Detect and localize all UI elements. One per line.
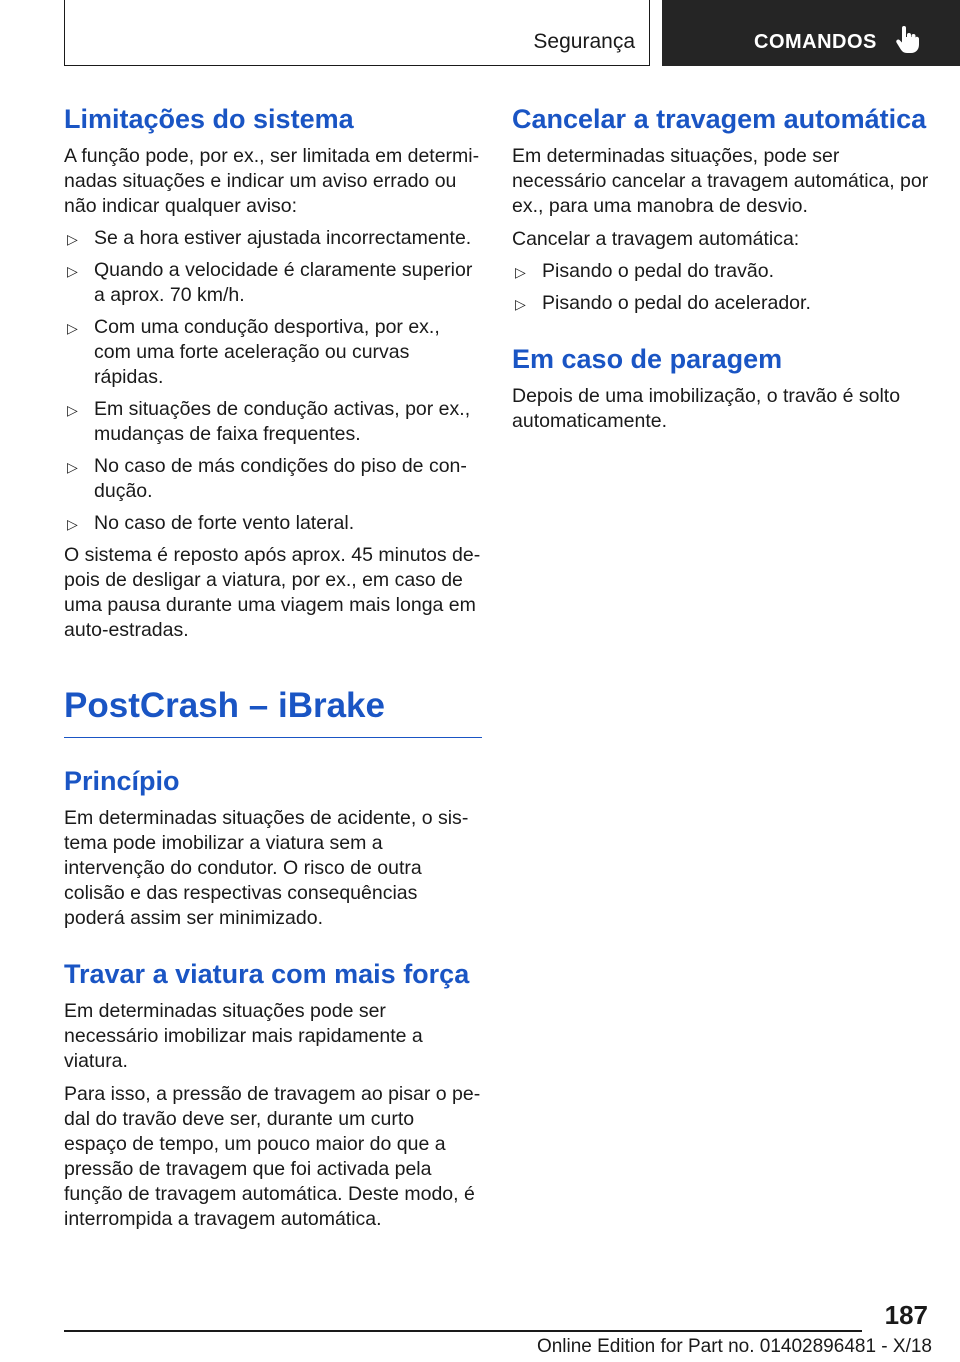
bullet-triangle-icon: ▷ (67, 459, 78, 475)
limits-outro: O sistema é reposto após aprox. 45 minutos depois de desligar a viatura, por ex., em caso de uma pausa durante uma viagem mais longa em auto-estradas. (64, 544, 481, 641)
bullet-triangle-icon: ▷ (67, 320, 78, 336)
bullet-triangle-icon: ▷ (67, 231, 78, 247)
brake-heading: Travar a viatura com mais força (64, 959, 470, 989)
bullet-triangle-icon: ▷ (67, 516, 78, 532)
brake-text-1: Em determinadas situações pode ser necessário imobilizar mais rapidamente a viatura. (64, 1000, 423, 1072)
right-column (512, 100, 932, 434)
cancel-list (512, 259, 932, 316)
page-number: 187 (884, 1300, 928, 1330)
cancel-text-2: Cancelar a travagem automática: (512, 228, 800, 250)
header-chapter-tab (662, 0, 960, 66)
header-chapter-title: COMANDOS (754, 31, 877, 53)
list-item: ▷ Quando a velocidade é claramente superior a aprox. 70 km/h. (67, 259, 473, 306)
limits-heading: Limitações do sistema (64, 104, 354, 134)
list-item: ▷ No caso de más condições do piso de condução. (67, 455, 467, 502)
bullet-triangle-icon: ▷ (67, 402, 78, 418)
stop-text: Depois de uma imobilização, o travão é solto automaticamente. (512, 385, 901, 432)
bullet-triangle-icon: ▷ (515, 264, 526, 280)
list-item: ▷ Pisando o pedal do acelerador. (512, 291, 932, 316)
limits-list (64, 226, 482, 536)
cancel-text-1: Em determinadas situações, pode ser necessário cancelar a travagem automática, por ex., para uma manobra de desvio. (512, 145, 929, 217)
list-item: ▷ Se a hora estiver ajustada incorrectamente. (64, 226, 482, 251)
bullet-triangle-icon: ▷ (515, 296, 526, 312)
footer-divider (64, 1330, 862, 1332)
list-item: ▷ No caso de forte vento lateral. (64, 511, 482, 536)
header-section-title: Segurança (533, 30, 635, 53)
header-section-box (64, 0, 650, 66)
footer-edition: Online Edition for Part no. 01402896481 - X/18 (536, 1336, 932, 1357)
list-item: ▷ Pisando o pedal do travão. (512, 259, 932, 284)
postcrash-heading: PostCrash – iBrake (64, 683, 482, 738)
list-item: ▷ Com uma condução desportiva, por ex., com uma forte aceleração ou curvas rápidas. (67, 316, 440, 388)
bullet-triangle-icon: ▷ (67, 263, 78, 279)
stop-heading: Em caso de paragem (512, 344, 783, 374)
cancel-heading: Cancelar a travagem automática (512, 104, 927, 134)
list-item: ▷ Em situações de condução activas, por ex., mudanças de faixa frequentes. (67, 398, 471, 445)
principle-text: Em determinadas situações de acidente, o sistema pode imobilizar a viatura sem a intervenção do condutor. O risco de outra colisão e das respectivas consequências poderá assim ser minimizado. (64, 807, 469, 929)
left-column (64, 100, 482, 1232)
limits-intro: A função pode, por ex., ser limitada em determinadas situações e indicar um aviso errado ou não indicar qualquer aviso: (64, 145, 480, 217)
hand-pointer-icon (894, 26, 920, 54)
principle-heading: Princípio (64, 766, 180, 796)
brake-text-2: Para isso, a pressão de travagem ao pisar o pedal do travão deve ser, durante um curto espaço de tempo, um pouco maior do que a pressão de travagem que foi activada pela função de travagem automática. Deste modo, é interrompida a travagem automática. (64, 1083, 481, 1230)
